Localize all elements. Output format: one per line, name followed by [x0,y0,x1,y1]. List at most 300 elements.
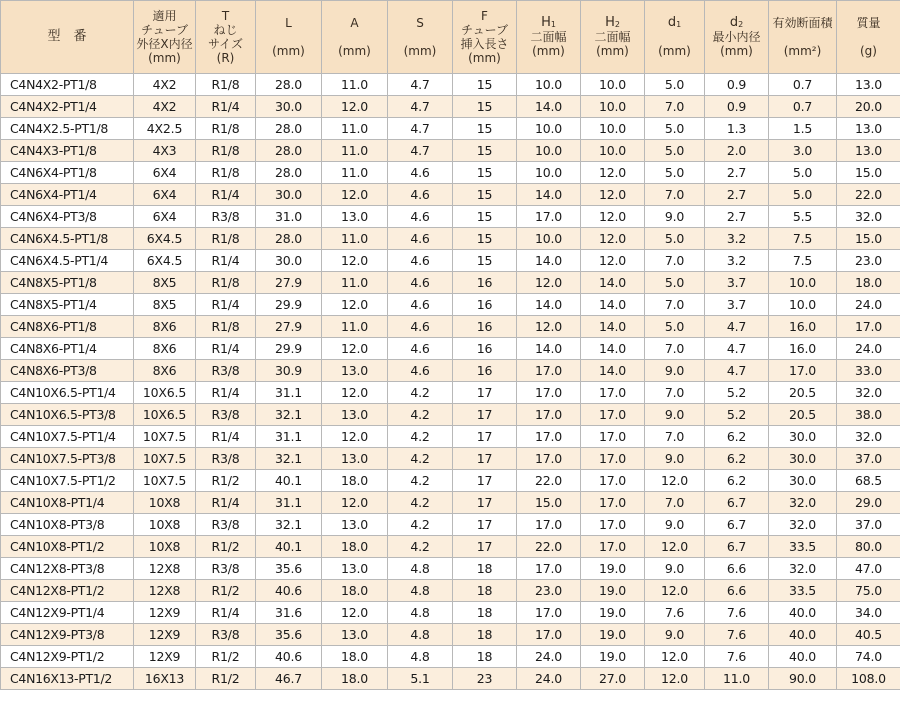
table-cell: 31.1 [256,492,322,514]
table-cell: 7.0 [645,492,705,514]
table-row [1,118,900,140]
table-cell: 31.1 [256,426,322,448]
table-row [1,536,900,558]
table-cell: 10.0 [517,74,581,96]
table-cell: 35.6 [256,624,322,646]
table-cell: R1/8 [196,140,256,162]
table-cell: 12.0 [645,536,705,558]
table-cell: 20.0 [837,96,900,118]
table-cell: 15.0 [837,228,900,250]
table-cell: 7.0 [645,382,705,404]
table-cell: 4.7 [705,316,769,338]
column-header-line: (g) [860,44,877,58]
table-cell: 5.0 [645,140,705,162]
table-cell: 18.0 [322,470,388,492]
table-cell: 11.0 [322,316,388,338]
table-cell: 0.9 [705,96,769,118]
table-cell: 10X8 [134,514,196,536]
column-header-line: L [285,16,292,30]
table-cell: 17.0 [581,382,645,404]
column-header-8 [581,1,645,74]
table-cell: 24.0 [517,668,581,690]
table-cell: 16 [453,338,517,360]
model-number-cell: C4N8X6-PT1/4 [1,338,134,360]
column-header-line: (mm) [658,44,691,58]
table-cell: 12X9 [134,624,196,646]
table-cell: 12.0 [322,602,388,624]
table-cell: 9.0 [645,360,705,382]
table-cell: 16 [453,360,517,382]
table-cell: 32.0 [769,558,837,580]
table-cell: R1/8 [196,316,256,338]
table-cell: 12.0 [581,184,645,206]
table-cell: 17.0 [837,316,900,338]
table-cell: 0.9 [705,74,769,96]
table-cell: 4.7 [705,338,769,360]
table-cell: 23.0 [837,250,900,272]
table-cell: 12.0 [581,206,645,228]
table-cell: 6.7 [705,514,769,536]
table-cell: 10.0 [769,272,837,294]
table-cell: 4.6 [388,206,453,228]
table-cell: 16.0 [769,316,837,338]
table-cell: 5.0 [645,272,705,294]
table-cell: 2.7 [705,206,769,228]
table-cell: 17.0 [517,426,581,448]
table-row [1,470,900,492]
table-cell: 90.0 [769,668,837,690]
table-cell: 10.0 [517,228,581,250]
table-cell: 7.0 [645,426,705,448]
table-cell: 9.0 [645,206,705,228]
column-header-11 [769,1,837,74]
table-cell: 11.0 [322,162,388,184]
table-cell: 10.0 [581,140,645,162]
table-cell: 0.7 [769,96,837,118]
table-cell: 33.0 [837,360,900,382]
table-row [1,272,900,294]
table-cell: 4.2 [388,470,453,492]
table-cell: 16 [453,272,517,294]
table-cell: 7.0 [645,96,705,118]
table-cell: 15 [453,184,517,206]
table-cell: 14.0 [581,272,645,294]
table-cell: 4X2 [134,74,196,96]
table-cell: 13.0 [322,558,388,580]
table-cell: 3.7 [705,272,769,294]
table-cell: 11.0 [322,140,388,162]
table-cell: R1/2 [196,536,256,558]
table-cell: 29.9 [256,294,322,316]
table-cell: R1/4 [196,492,256,514]
table-cell: 22.0 [837,184,900,206]
table-cell: 17.0 [581,536,645,558]
table-cell: 9.0 [645,558,705,580]
table-cell: 29.0 [837,492,900,514]
table-cell: 15 [453,250,517,272]
table-cell: 17.0 [581,426,645,448]
table-cell: 8X5 [134,272,196,294]
model-number-cell: C4N6X4.5-PT1/4 [1,250,134,272]
table-cell: 16.0 [769,338,837,360]
table-cell: R1/8 [196,162,256,184]
table-cell: 10.0 [517,140,581,162]
table-row [1,338,900,360]
table-cell: 13.0 [837,140,900,162]
table-cell: 6.6 [705,580,769,602]
model-number-cell: C4N6X4-PT1/8 [1,162,134,184]
table-cell: 10X7.5 [134,470,196,492]
table-cell: 17 [453,448,517,470]
table-cell: 17.0 [769,360,837,382]
table-cell: 10.0 [769,294,837,316]
table-cell: 32.0 [837,426,900,448]
table-cell: 17.0 [581,448,645,470]
table-row [1,162,900,184]
table-cell: 4.2 [388,448,453,470]
table-cell: 4.2 [388,382,453,404]
table-cell: 6.7 [705,536,769,558]
table-cell: 4.6 [388,250,453,272]
table-cell: 75.0 [837,580,900,602]
table-cell: 7.0 [645,294,705,316]
table-cell: 17.0 [517,558,581,580]
table-cell: 32.0 [769,492,837,514]
table-cell: 12.0 [322,294,388,316]
table-cell: R1/4 [196,96,256,118]
model-number-cell: C4N6X4-PT3/8 [1,206,134,228]
column-header-line: チューブ [140,23,189,37]
model-number-cell: C4N6X4-PT1/4 [1,184,134,206]
table-cell: 14.0 [517,250,581,272]
table-row [1,316,900,338]
table-cell: 6.2 [705,426,769,448]
table-cell: 30.0 [769,426,837,448]
column-header-line: 質量 [856,16,881,30]
table-cell: 12.0 [581,228,645,250]
table-cell: 5.0 [645,162,705,184]
table-cell: 12.0 [322,250,388,272]
table-cell: 11.0 [322,228,388,250]
table-cell: 19.0 [581,602,645,624]
table-row [1,74,900,96]
table-row [1,404,900,426]
table-cell: 17.0 [517,602,581,624]
table-cell: 17.0 [581,404,645,426]
table-cell: 17.0 [517,404,581,426]
table-cell: 4.8 [388,624,453,646]
table-cell: 4.7 [388,96,453,118]
table-cell: 2.7 [705,162,769,184]
table-row [1,250,900,272]
column-symbol-wrap [517,16,580,30]
table-cell: 13.0 [322,206,388,228]
table-row [1,228,900,250]
table-cell: 4.7 [388,140,453,162]
table-cell: 35.6 [256,558,322,580]
table-cell: 2.7 [705,184,769,206]
column-header-line [388,30,452,44]
table-cell: 4.2 [388,426,453,448]
column-header-1 [134,1,196,74]
table-cell: 40.6 [256,646,322,668]
table-cell: 10X8 [134,492,196,514]
table-cell: 37.0 [837,448,900,470]
table-cell: 4X3 [134,140,196,162]
table-cell: 3.2 [705,228,769,250]
table-cell: 1.5 [769,118,837,140]
table-cell: 28.0 [256,228,322,250]
model-number-cell: C4N10X7.5-PT3/8 [1,448,134,470]
table-cell: 16 [453,294,517,316]
table-row [1,448,900,470]
table-cell: 6X4 [134,206,196,228]
column-header-line [256,30,321,44]
table-cell: 7.6 [705,602,769,624]
table-cell: 12.0 [322,492,388,514]
model-number-cell: C4N4X2-PT1/4 [1,96,134,118]
column-symbol: H [605,15,615,30]
column-symbol-subscript: 2 [738,20,744,29]
model-number-cell: C4N10X8-PT1/2 [1,536,134,558]
table-cell: 13.0 [322,404,388,426]
table-row [1,580,900,602]
table-cell: 3.2 [705,250,769,272]
table-cell: 7.0 [645,338,705,360]
table-cell: 11.0 [705,668,769,690]
table-cell: 10.0 [581,96,645,118]
table-cell: 4.7 [388,74,453,96]
table-cell: 6.7 [705,492,769,514]
table-cell: 4.8 [388,580,453,602]
table-cell: 18 [453,580,517,602]
table-cell: 4.6 [388,228,453,250]
table-cell: 17.0 [517,206,581,228]
table-cell: 30.0 [769,470,837,492]
table-cell: 17 [453,492,517,514]
table-cell: 15 [453,118,517,140]
table-cell: 24.0 [837,338,900,360]
table-cell: 33.5 [769,580,837,602]
table-row [1,668,900,690]
table-cell: 37.0 [837,514,900,536]
table-row [1,184,900,206]
table-cell: 13.0 [322,514,388,536]
table-cell: 40.0 [769,602,837,624]
table-cell: R1/4 [196,382,256,404]
table-cell: 18.0 [322,536,388,558]
table-row [1,602,900,624]
table-row [1,624,900,646]
table-cell: 7.5 [769,228,837,250]
table-cell: 15 [453,206,517,228]
table-cell: 12.0 [645,470,705,492]
model-number-cell: C4N4X2.5-PT1/8 [1,118,134,140]
column-symbol-wrap [581,16,644,30]
model-number-cell: C4N4X3-PT1/8 [1,140,134,162]
model-number-cell: C4N6X4.5-PT1/8 [1,228,134,250]
table-cell: 6.6 [705,558,769,580]
column-symbol: d [667,15,677,30]
table-cell: 32.0 [837,206,900,228]
table-cell: 4.8 [388,602,453,624]
column-header-line: 挿入長さ [460,37,509,51]
column-header-line: T [221,9,230,23]
table-cell: 40.6 [256,580,322,602]
table-cell: 13.0 [837,74,900,96]
table-cell: 19.0 [581,558,645,580]
table-cell: 68.5 [837,470,900,492]
table-cell: 10X7.5 [134,426,196,448]
table-cell: 30.9 [256,360,322,382]
table-cell: 18 [453,602,517,624]
column-symbol-subscript: 1 [676,20,682,29]
table-cell: 38.0 [837,404,900,426]
table-cell: R3/8 [196,624,256,646]
table-cell: 12.0 [517,272,581,294]
table-cell: 31.1 [256,382,322,404]
table-cell: 9.0 [645,514,705,536]
column-header-line: (mm) [532,44,565,58]
table-cell: 10X8 [134,536,196,558]
column-header-5 [388,1,453,74]
table-cell: 14.0 [581,294,645,316]
table-cell: 12.0 [645,580,705,602]
table-cell: R1/8 [196,272,256,294]
table-cell: 12.0 [322,382,388,404]
table-cell: R3/8 [196,514,256,536]
table-cell: 17.0 [581,492,645,514]
model-number-cell: C4N10X7.5-PT1/4 [1,426,134,448]
table-cell: 22.0 [517,470,581,492]
table-cell: 7.5 [769,250,837,272]
table-cell: 6X4 [134,184,196,206]
column-header-line: (mm) [403,44,437,58]
table-cell: 12.0 [322,184,388,206]
table-cell: 1.3 [705,118,769,140]
table-cell: 23.0 [517,580,581,602]
table-cell: 10.0 [517,118,581,140]
table-cell: 20.5 [769,404,837,426]
table-cell: 30.0 [256,184,322,206]
column-header-line: S [416,16,424,30]
table-cell: 32.1 [256,514,322,536]
table-cell: 24.0 [517,646,581,668]
table-cell: 12X9 [134,602,196,624]
model-number-cell: C4N12X8-PT1/2 [1,580,134,602]
table-cell: R1/4 [196,426,256,448]
table-cell: 17.0 [581,470,645,492]
table-cell: 18 [453,624,517,646]
column-header-4 [322,1,388,74]
table-cell: 12X9 [134,646,196,668]
table-cell: 5.2 [705,404,769,426]
table-cell: 11.0 [322,118,388,140]
table-cell: 17 [453,514,517,536]
table-cell: 17 [453,404,517,426]
table-cell: 16X13 [134,668,196,690]
table-cell: R1/2 [196,580,256,602]
table-cell: 14.0 [581,338,645,360]
table-cell: 4.6 [388,184,453,206]
table-cell: 12.0 [581,250,645,272]
table-cell: 14.0 [517,338,581,360]
table-cell: 7.6 [705,646,769,668]
table-cell: 11.0 [322,74,388,96]
column-header-line: (mm) [468,51,501,65]
table-cell: 13.0 [322,624,388,646]
column-header-line: チューブ [460,23,509,37]
table-cell: 23 [453,668,517,690]
table-cell: 40.1 [256,536,322,558]
table-cell: 80.0 [837,536,900,558]
table-cell: 14.0 [517,96,581,118]
table-cell: 18.0 [322,580,388,602]
table-row [1,492,900,514]
table-cell: 16 [453,316,517,338]
table-cell: R1/4 [196,338,256,360]
table-cell: 17 [453,382,517,404]
table-cell: 18 [453,646,517,668]
model-number-cell: C4N10X7.5-PT1/2 [1,470,134,492]
table-cell: 10.0 [581,118,645,140]
table-row [1,206,900,228]
table-cell: 17.0 [517,514,581,536]
table-cell: 15.0 [837,162,900,184]
table-cell: 15.0 [517,492,581,514]
column-header-2 [196,1,256,74]
column-header-3 [256,1,322,74]
column-header-line: (mm) [148,51,181,65]
table-cell: 12.0 [581,162,645,184]
table-cell: R1/8 [196,228,256,250]
table-cell: 4.6 [388,360,453,382]
table-cell: 4.6 [388,338,453,360]
table-cell: 6X4 [134,162,196,184]
column-header-line: 有効断面積 [772,16,833,30]
column-header-line: (R) [216,51,235,65]
table-cell: 15 [453,74,517,96]
table-cell: 17.0 [517,624,581,646]
table-cell: 30.0 [256,250,322,272]
column-header-line: A [350,16,359,30]
model-number-cell: C4N10X8-PT1/4 [1,492,134,514]
table-cell: 4.2 [388,536,453,558]
column-symbol: d [729,15,739,30]
table-cell: 40.0 [769,624,837,646]
column-header-line: (mm) [720,44,753,58]
column-header-line: 二面幅 [594,30,631,44]
table-row [1,514,900,536]
table-cell: R3/8 [196,558,256,580]
table-cell: 29.9 [256,338,322,360]
table-cell: 34.0 [837,602,900,624]
column-header-line: 外径X内径 [136,37,193,51]
column-header-line: 適用 [152,9,177,23]
column-header-line: (mm) [596,44,629,58]
table-cell: 17.0 [517,448,581,470]
column-symbol-subscript: 1 [550,20,556,29]
column-header-line: 最小内径 [712,30,761,44]
column-header-line: サイズ [207,37,244,51]
model-number-cell: C4N10X8-PT3/8 [1,514,134,536]
table-row [1,382,900,404]
table-cell: 10.0 [517,162,581,184]
table-cell: 12.0 [322,426,388,448]
table-cell: 13.0 [837,118,900,140]
table-cell: 10X7.5 [134,448,196,470]
model-number-cell: C4N12X9-PT3/8 [1,624,134,646]
